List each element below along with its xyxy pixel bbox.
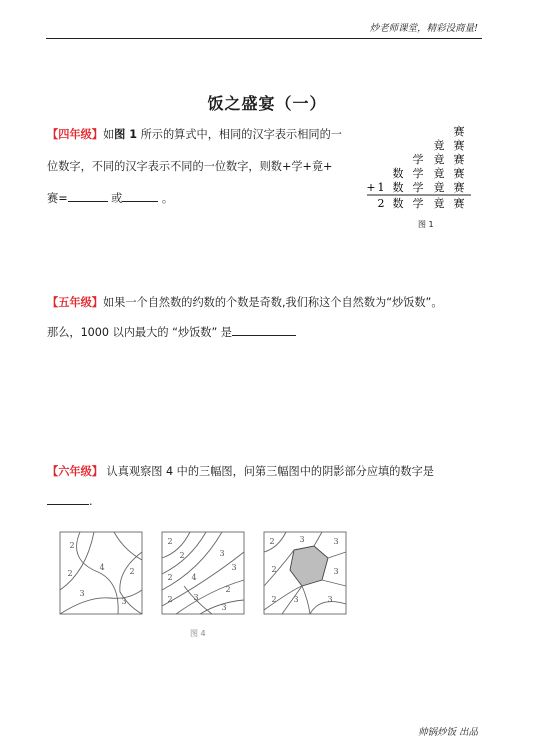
digit-sai: 赛	[453, 181, 465, 194]
figure-1-vertical-addition	[365, 122, 475, 222]
digit-jing: 竟	[433, 181, 445, 194]
figure-4-caption: 图 4	[190, 629, 206, 638]
digit-sai: 赛	[453, 125, 465, 138]
q2-answer-blank[interactable]	[232, 325, 296, 336]
q1-text-end: 。	[158, 192, 174, 205]
figure-1-caption: 图 1	[418, 220, 434, 229]
addend-row-5	[366, 180, 464, 194]
digit-jing: 竟	[433, 167, 445, 180]
footer-signature: 帅锅炒饭 出品	[417, 727, 478, 738]
q1-answer-blank-1[interactable]	[68, 191, 108, 202]
puzzle-3-num: 3	[293, 595, 299, 604]
puzzle-2-num: 3	[193, 593, 199, 602]
q1-text-c: 所示的算式中，相同的汉字表示相同的一	[137, 128, 342, 141]
digit-one: 1	[377, 181, 385, 194]
question-grade4	[47, 127, 367, 207]
puzzle-2-num: 4	[191, 573, 197, 582]
digit-xue: 学	[412, 153, 424, 166]
puzzle-1-num: 2	[67, 569, 73, 578]
digit-xue: 学	[412, 167, 424, 180]
digit-sai: 赛	[453, 139, 465, 152]
grade-label-6: 【六年级】	[47, 465, 103, 478]
sum-row	[378, 196, 465, 210]
q1-text-a: 如	[102, 128, 115, 141]
puzzle-2-num: 3	[221, 603, 227, 612]
q3-line-2-end: .	[89, 495, 93, 508]
puzzle-2-num: 2	[179, 551, 185, 560]
digit-sai: 赛	[453, 153, 465, 166]
figure-4-puzzles	[58, 530, 348, 620]
puzzle-3-num: 3	[299, 535, 305, 544]
addend-row-3	[413, 152, 465, 166]
q3-answer-blank[interactable]	[47, 494, 89, 505]
q1-text-or: 或	[107, 192, 123, 205]
q1-line-2: 位数字，不同的汉字表示不同的一位数字，则数+学+竟+	[47, 160, 333, 173]
puzzle-2	[162, 532, 244, 614]
puzzle-1-num: 3	[121, 597, 127, 606]
digit-sai: 赛	[453, 167, 465, 180]
puzzle-1-num: 3	[79, 589, 85, 598]
plus-sign: +	[366, 181, 376, 194]
puzzle-2-num: 2	[225, 585, 231, 594]
puzzle-2-num: 2	[167, 573, 173, 582]
addend-row-1	[454, 124, 465, 138]
header-divider	[46, 38, 482, 39]
figure-1-rows	[366, 124, 471, 210]
q3-line-1: 认真观察图 4 中的三幅图，问第三幅图中的阴影部分应填的数字是	[102, 465, 434, 478]
digit-jing: 竟	[433, 197, 445, 210]
q2-line-2: 那么，1000 以内最大的 “炒饭数” 是	[47, 326, 232, 339]
digit-two: 2	[377, 197, 385, 210]
puzzle-3-num: 3	[333, 537, 339, 546]
puzzle-2-num: 2	[167, 537, 173, 546]
grade-label-4: 【四年级】	[47, 128, 103, 141]
q1-text-sum: 赛=	[47, 192, 68, 205]
puzzle-1-num: 2	[69, 541, 75, 550]
digit-shu: 数	[392, 197, 404, 210]
digit-shu: 数	[392, 181, 404, 194]
digit-jing: 竟	[433, 139, 445, 152]
addend-row-2	[434, 138, 465, 152]
puzzle-3-num: 2	[271, 595, 277, 604]
puzzle-2-num: 3	[219, 549, 225, 558]
page-title: 饭之盛宴（一）	[207, 94, 327, 113]
q1-answer-blank-2[interactable]	[122, 191, 158, 202]
puzzle-1-num: 4	[99, 563, 105, 572]
grade-label-5: 【五年级】	[47, 296, 103, 309]
question-grade5	[47, 295, 487, 345]
question-grade6	[47, 464, 487, 514]
digit-xue: 学	[412, 197, 424, 210]
puzzle-3-num: 2	[269, 537, 275, 546]
digit-sai: 赛	[453, 197, 465, 210]
addend-row-4	[393, 166, 465, 180]
puzzle-3-num: 2	[271, 565, 277, 574]
puzzle-2-num: 3	[231, 563, 237, 572]
digit-xue: 学	[412, 181, 424, 194]
digit-shu: 数	[392, 167, 404, 180]
q1-figure-ref: 图 1	[114, 128, 138, 141]
puzzle-1-num: 2	[129, 567, 135, 576]
puzzle-3-num: 3	[333, 567, 339, 576]
puzzle-3-num: 3	[327, 595, 333, 604]
digit-jing: 竟	[433, 153, 445, 166]
puzzle-2-num: 2	[167, 595, 173, 604]
q2-line-1: 如果一个自然数的约数的个数是奇数,我们称这个自然数为“炒饭数”。	[102, 296, 443, 309]
header-slogan: 炒老师课堂，精彩没商量!	[369, 23, 478, 34]
